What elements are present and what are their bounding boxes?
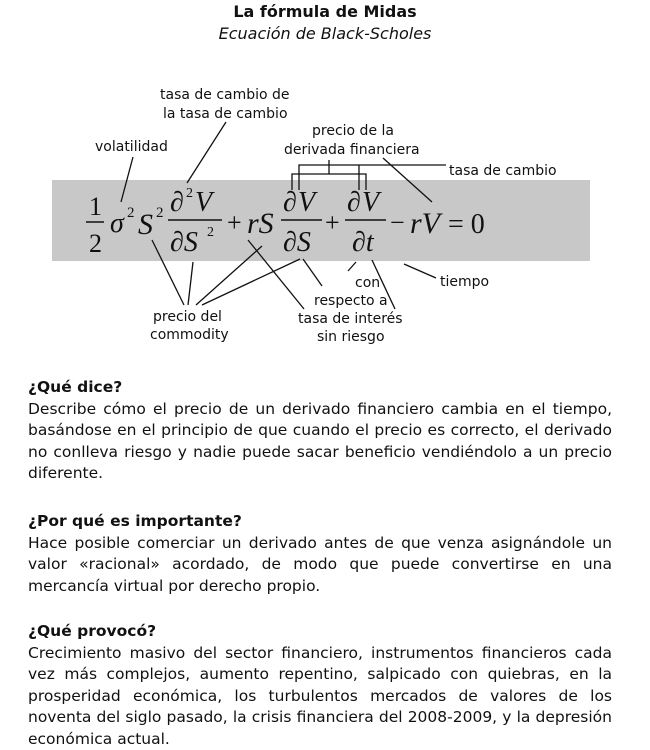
first-partial-numerator-v: V xyxy=(298,187,316,218)
label-interes-line2: sin riesgo xyxy=(317,329,385,345)
second-partial-numerator-v: V xyxy=(195,187,213,218)
section-body: Crecimiento masivo del sector financiero, instrumentos financieros cada vez más complejos, aumento repentino, salpicado con quiebras, en la prosperidad económica, los turbulentos mercados de valores de los noventa del siglo pasado, la crisis financiera del 2008-2009, y la depresión económica actual. xyxy=(28,643,612,748)
section-heading: ¿Qué dice? xyxy=(28,378,123,396)
label-volatilidad: volatilidad xyxy=(95,139,168,155)
plus-sign-2: + xyxy=(325,208,340,237)
label-tasa-cambio-line1: tasa de cambio de xyxy=(160,87,290,103)
pointer-commodity-2 xyxy=(188,262,193,305)
pointer-tasa-cambio xyxy=(187,122,226,183)
label-interes-line1: tasa de interés xyxy=(298,311,403,327)
minus-sign: − xyxy=(390,208,405,237)
label-precio-derivada-line1: precio de la xyxy=(312,123,394,139)
s-symbol: S xyxy=(138,208,153,241)
second-partial-numerator-d: ∂ xyxy=(170,187,184,218)
rv-term: rV xyxy=(410,207,440,240)
time-partial-denominator: ∂t xyxy=(352,227,374,258)
s-exponent: 2 xyxy=(156,205,164,221)
sigma-symbol: σ xyxy=(110,208,124,239)
pointer-commodity-4 xyxy=(202,259,300,305)
label-precio-derivada-line2: derivada financiera xyxy=(284,142,420,158)
second-partial-denominator-exp: 2 xyxy=(207,225,214,240)
sigma-exponent: 2 xyxy=(127,205,135,221)
black-scholes-diagram xyxy=(0,0,650,360)
page-subtitle: Ecuación de Black-Scholes xyxy=(218,24,432,43)
section-body: Hace posible comerciar un derivado antes de que venza asignándole un valor «racional» acordado, de modo que puede convertirse en una mercancía virtual por derecho propio. xyxy=(28,533,612,595)
equals-zero: = 0 xyxy=(448,209,485,240)
label-con-line2: respecto a xyxy=(314,293,388,309)
label-precio-commodity-line1: precio del xyxy=(153,309,222,325)
half-denominator: 2 xyxy=(89,229,102,258)
section-que-dice xyxy=(28,377,612,485)
label-tiempo: tiempo xyxy=(440,274,490,290)
pointer-con-respecto xyxy=(348,262,356,271)
section-heading: ¿Por qué es importante? xyxy=(28,512,242,530)
pointer-respecto-ds xyxy=(303,259,322,286)
section-heading: ¿Qué provocó? xyxy=(28,622,157,640)
section-por-que-importante xyxy=(28,511,612,597)
rs-term: rS xyxy=(247,207,274,240)
pointer-tiempo xyxy=(404,264,436,278)
first-partial-denominator: ∂S xyxy=(283,227,311,258)
label-precio-commodity-line2: commodity xyxy=(150,327,229,343)
page-title: La fórmula de Midas xyxy=(233,2,417,21)
label-tasa-de-cambio: tasa de cambio xyxy=(449,163,557,179)
second-partial-denominator: ∂S xyxy=(170,227,198,258)
label-tasa-cambio-line2: la tasa de cambio xyxy=(163,106,288,122)
time-partial-numerator-d: ∂ xyxy=(347,187,361,218)
half-numerator: 1 xyxy=(89,192,102,221)
section-que-provoco xyxy=(28,621,612,750)
plus-sign-1: + xyxy=(227,208,242,237)
section-body: Describe cómo el precio de un derivado financiero cambia en el tiempo, basándose en el principio de que cuando el precio es correcto, el derivado no conlleva riesgo y nadie puede sacar beneficio vendiéndolo a un precio diferente. xyxy=(28,399,612,482)
second-partial-numerator-exp: 2 xyxy=(186,186,193,201)
first-partial-numerator-d: ∂ xyxy=(283,187,297,218)
time-partial-numerator-v: V xyxy=(362,187,380,218)
label-con-line1: con xyxy=(355,275,381,291)
